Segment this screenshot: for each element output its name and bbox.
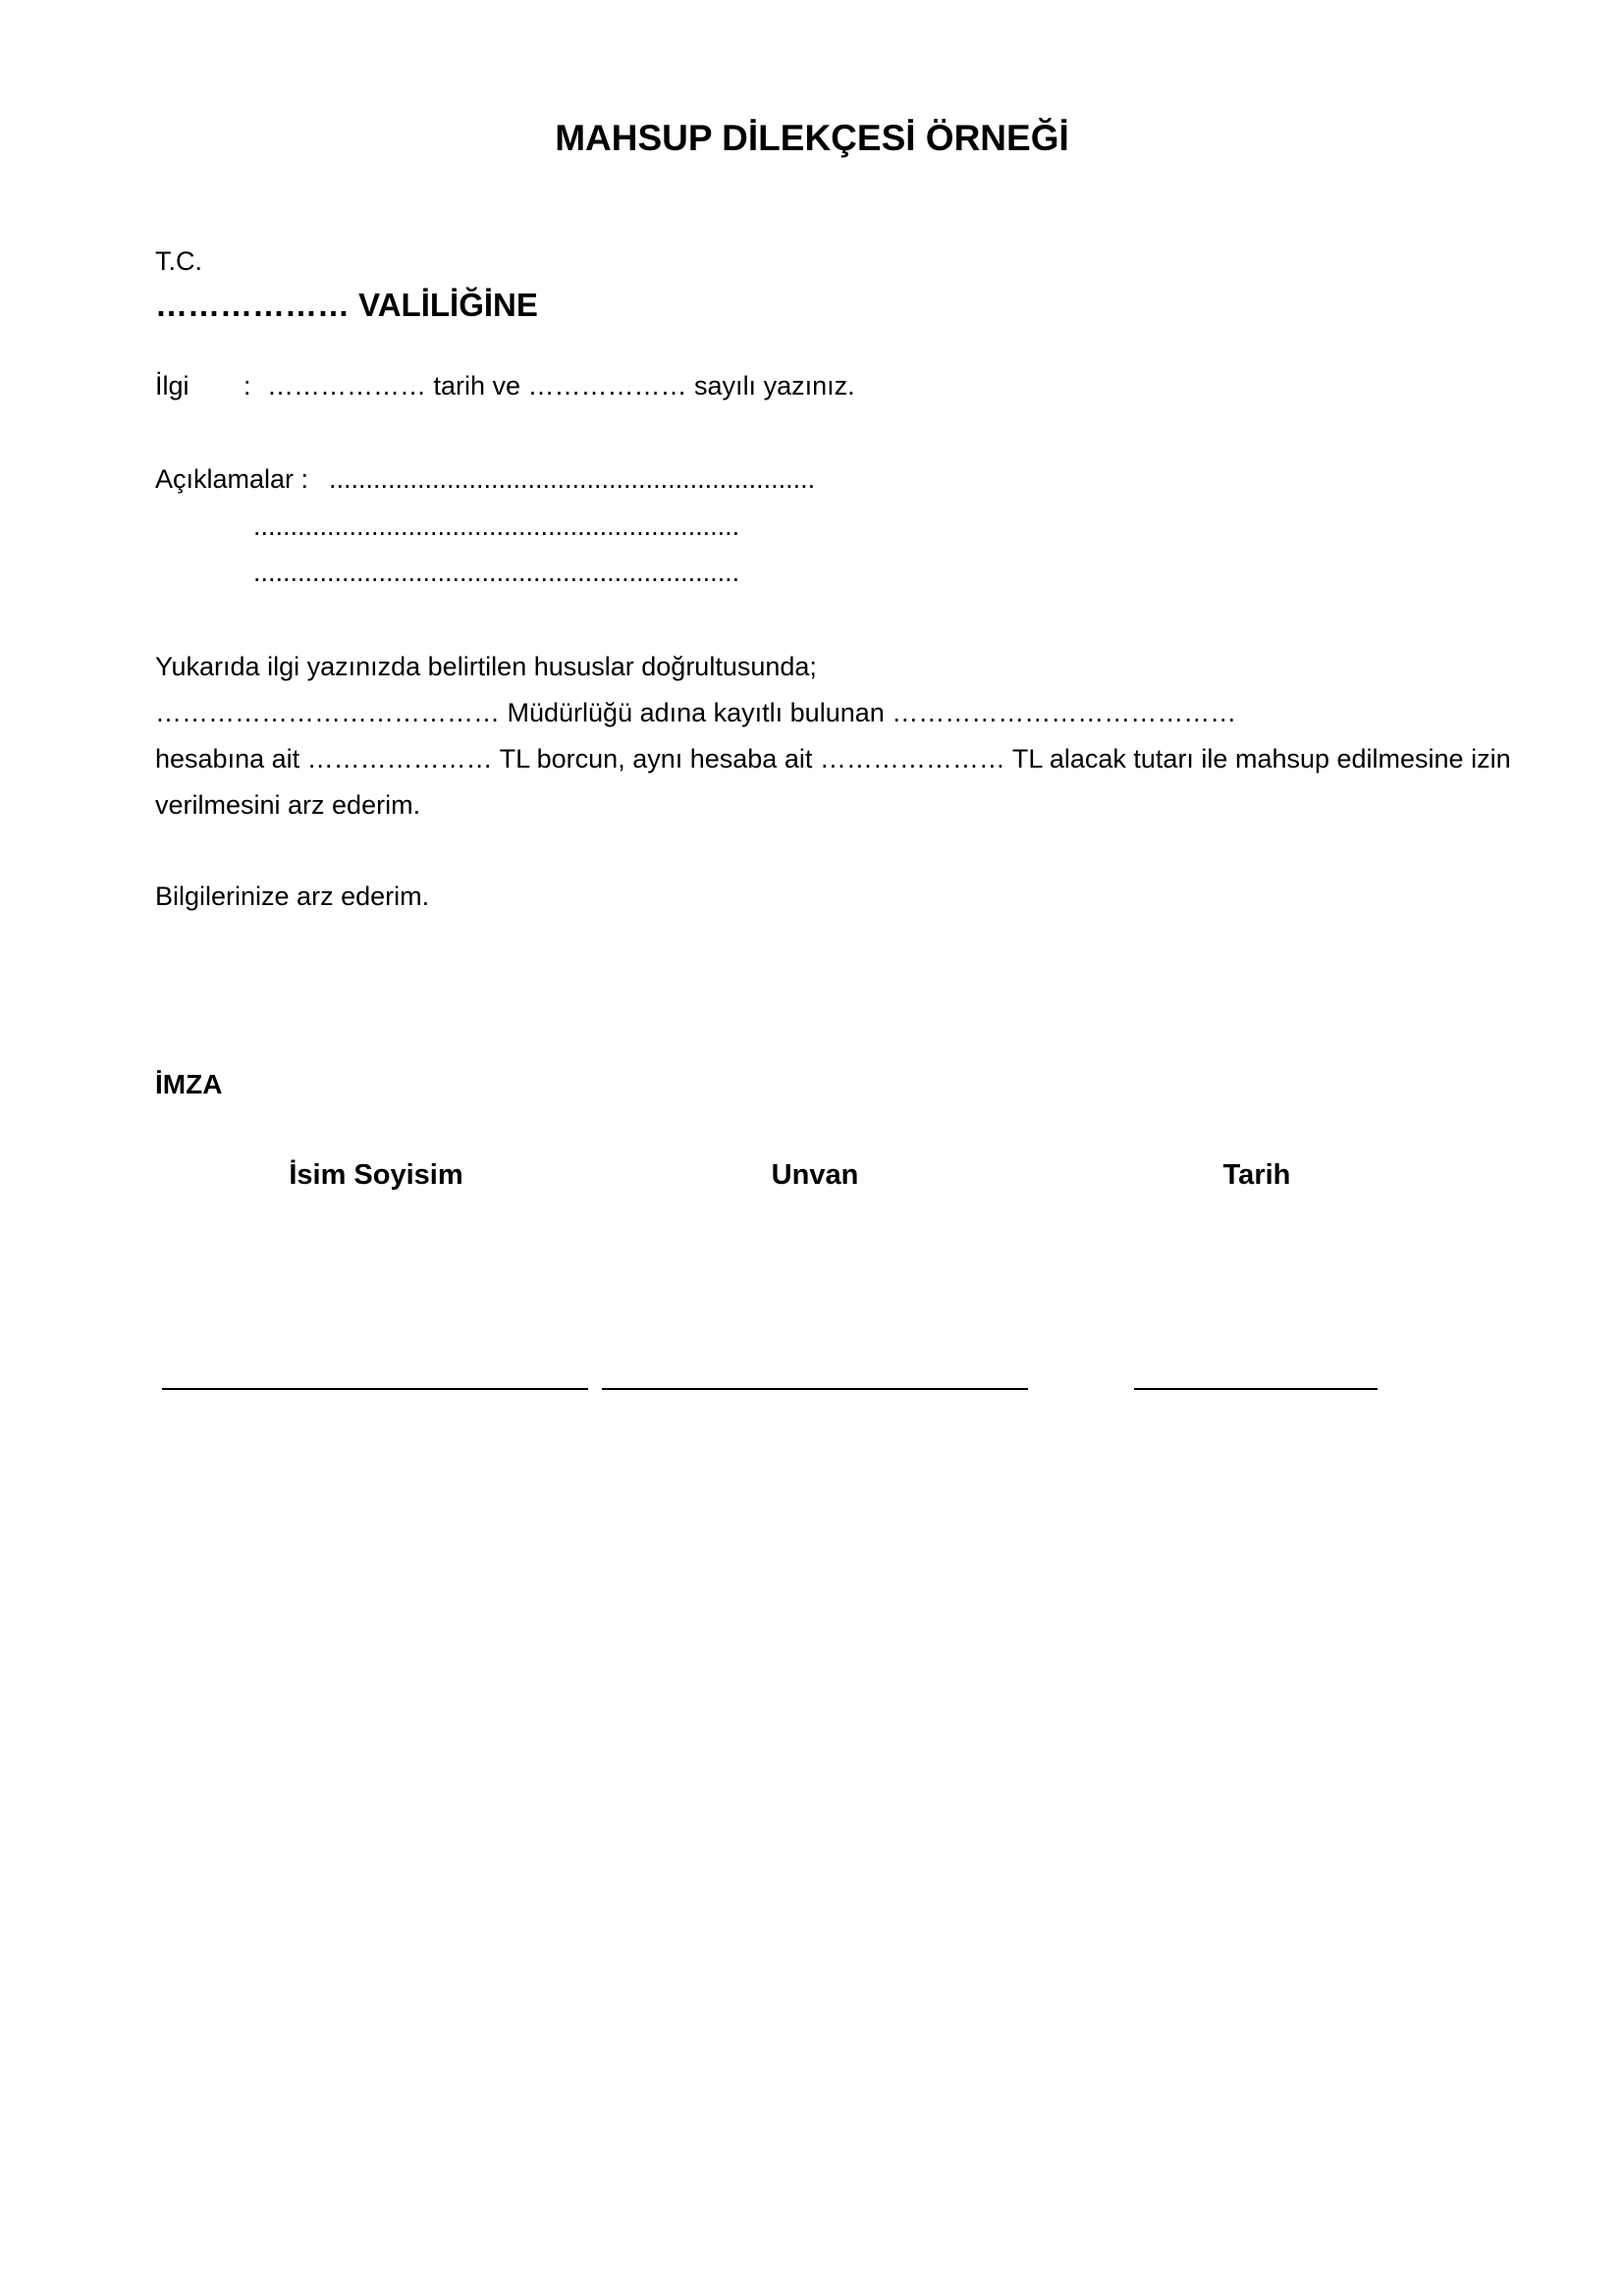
reference-label: İlgi [155, 371, 189, 400]
explanations-label: Açıklamalar : [155, 464, 309, 494]
name-signature-line [162, 1388, 588, 1390]
recipient-office: ……………… VALİLİĞİNE [155, 287, 538, 323]
explanations-line-2: .................................................................. [253, 511, 740, 541]
date-signature-line [1134, 1388, 1378, 1390]
explanations-line-1: .................................................................. [329, 464, 816, 494]
reference-text: ……………… tarih ve ……………… sayılı yazınız. [267, 371, 855, 400]
title-signature-line [602, 1388, 1028, 1390]
signature-label: İMZA [155, 1069, 223, 1099]
body-line-3: hesabına ait ………………… TL borcun, aynı hesaba ait ………………… TL alacak tutarı ile mahsup edilmesine izin verilmesini arz ederim. [155, 744, 1511, 820]
body-line-2: ………………………………… Müdürlüğü adına kayıtlı bulunan ………………………………… [155, 698, 1237, 727]
signature-name-heading: İsim Soyisim [289, 1159, 463, 1191]
body-line-1: Yukarıda ilgi yazınızda belirtilen hususlar doğrultusunda; [155, 652, 817, 681]
body-paragraph [155, 644, 1520, 828]
signature-title-heading: Unvan [771, 1159, 859, 1191]
explanations-line-3: .................................................................. [253, 558, 740, 587]
reference-colon: : [244, 371, 251, 400]
recipient-tc: T.C. [155, 246, 203, 276]
signature-date-heading: Tarih [1222, 1159, 1291, 1191]
document-title: MAHSUP DİLEKÇESİ ÖRNEĞİ [555, 118, 1069, 158]
closing-text: Bilgilerinize arz ederim. [155, 881, 430, 911]
